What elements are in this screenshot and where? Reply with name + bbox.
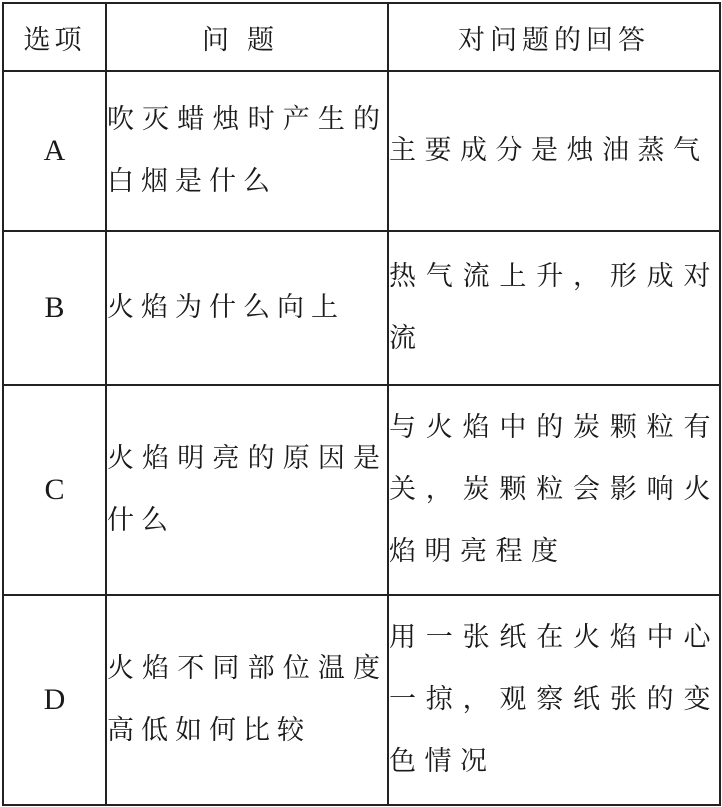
qa-table <box>2 2 721 806</box>
table-row <box>3 71 720 231</box>
answer-cell: 热气流上升，形成对流 <box>388 231 720 385</box>
header-answer: 对问题的回答 <box>388 3 720 71</box>
question-cell: 火焰不同部位温度高低如何比较 <box>106 595 388 805</box>
table-header-row <box>3 3 720 71</box>
answer-cell: 用一张纸在火焰中心一掠，观察纸张的变色情况 <box>388 595 720 805</box>
option-cell: A <box>3 71 106 231</box>
option-cell: D <box>3 595 106 805</box>
table-row <box>3 385 720 595</box>
answer-cell: 主要成分是烛油蒸气 <box>388 71 720 231</box>
question-cell: 火焰明亮的原因是什么 <box>106 385 388 595</box>
question-cell: 吹灭蜡烛时产生的白烟是什么 <box>106 71 388 231</box>
option-cell: B <box>3 231 106 385</box>
table-row <box>3 595 720 805</box>
answer-cell: 与火焰中的炭颗粒有关，炭颗粒会影响火焰明亮程度 <box>388 385 720 595</box>
header-question: 问题 <box>106 3 388 71</box>
question-cell: 火焰为什么向上 <box>106 231 388 385</box>
table-row <box>3 231 720 385</box>
header-option: 选项 <box>3 3 106 71</box>
option-cell: C <box>3 385 106 595</box>
